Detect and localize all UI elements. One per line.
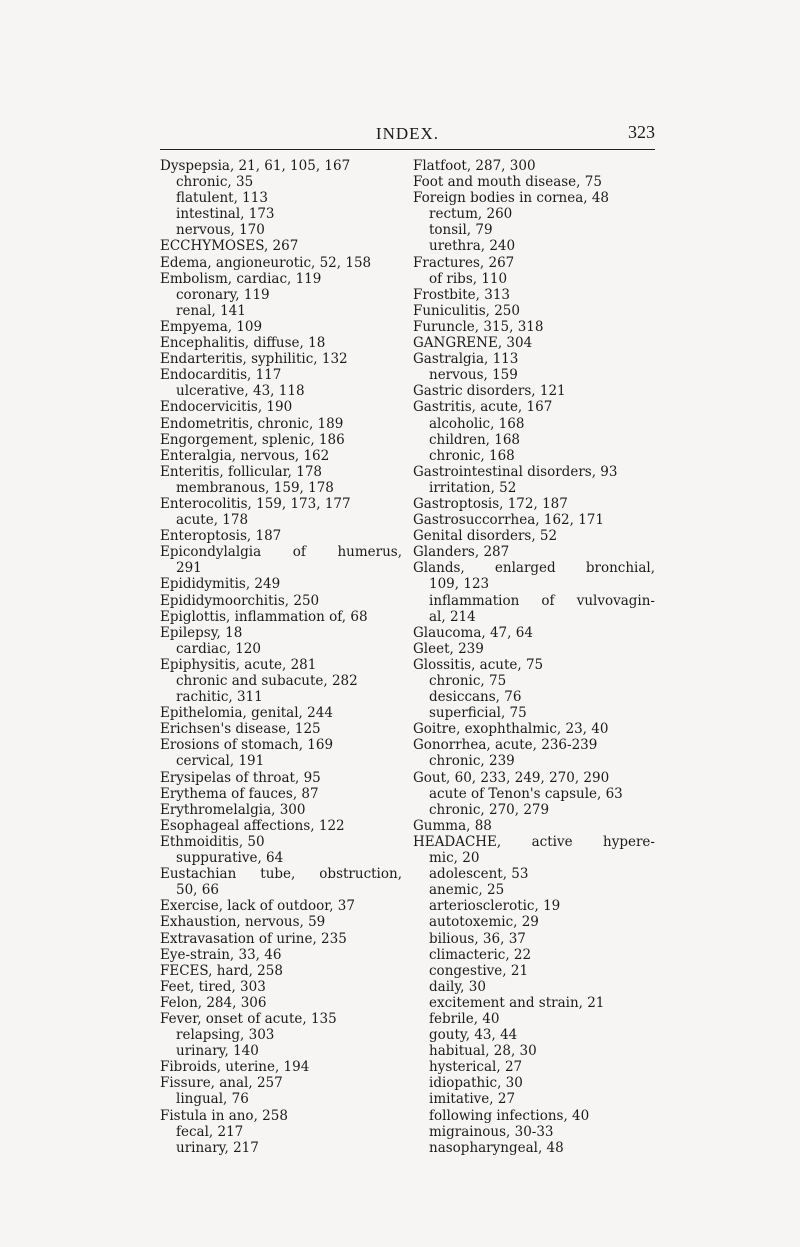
index-entry: Epididymitis, 249 bbox=[160, 576, 281, 593]
index-entry: Embolism, cardiac, 119 bbox=[160, 270, 322, 287]
index-subentry: arteriosclerotic, 19 bbox=[429, 898, 561, 915]
index-subentry: acute, 178 bbox=[176, 512, 249, 529]
index-subentry: chronic, 75 bbox=[429, 673, 507, 689]
index-subentry: hysterical, 27 bbox=[429, 1059, 523, 1076]
index-entry: Gastrosuccorrhea, 162, 171 bbox=[413, 512, 604, 529]
index-word: HEADACHE, bbox=[413, 833, 502, 850]
index-subentry: flatulent, 113 bbox=[176, 190, 268, 207]
index-entry: Encephalitis, diffuse, 18 bbox=[160, 335, 326, 352]
index-word: obstruction, bbox=[319, 866, 402, 883]
index-entry: Erysipelas of throat, 95 bbox=[160, 769, 321, 786]
index-subentry: children, 168 bbox=[429, 431, 521, 448]
index-entry: Endocervicitis, 190 bbox=[160, 399, 293, 416]
index-entry: Fistula in ano, 258 bbox=[160, 1107, 288, 1124]
index-subentry: following infections, 40 bbox=[429, 1107, 590, 1124]
index-entry: Fever, onset of acute, 135 bbox=[160, 1010, 337, 1027]
index-entry: Gastric disorders, 121 bbox=[413, 383, 566, 400]
index-entry: Erosions of stomach, 169 bbox=[160, 737, 334, 754]
index-subentry: climacteric, 22 bbox=[429, 946, 532, 963]
index-subentry: chronic and subacute, 282 bbox=[176, 673, 358, 689]
index-word: Epicondylalgia bbox=[160, 544, 262, 561]
index-entry: Endocarditis, 117 bbox=[160, 367, 282, 384]
index-entry: Epilepsy, 18 bbox=[160, 624, 243, 641]
index-subentry: cardiac, 120 bbox=[176, 640, 261, 657]
running-title: INDEX. bbox=[375, 124, 440, 143]
index-subentry: rachitic, 311 bbox=[176, 689, 263, 706]
index-subentry: nasopharyngeal, 48 bbox=[429, 1139, 564, 1156]
index-subentry: superficial, 75 bbox=[429, 705, 527, 722]
index-subentry: idiopathic, 30 bbox=[429, 1075, 523, 1092]
index-subentry: irritation, 52 bbox=[429, 479, 517, 496]
index-word: Glands, bbox=[413, 560, 465, 577]
index-subentry: rectum, 260 bbox=[429, 206, 513, 223]
index-entry: Funiculitis, 250 bbox=[413, 302, 520, 319]
index-subentry: cervical, 191 bbox=[176, 753, 265, 770]
index-entry: Gastroptosis, 172, 187 bbox=[413, 495, 568, 512]
index-word: of bbox=[292, 544, 306, 561]
index-entry bbox=[413, 834, 655, 850]
index-entry: Ethmoiditis, 50 bbox=[160, 833, 265, 850]
index-subentry: ulcerative, 43, 118 bbox=[176, 383, 305, 400]
index-entry: Gastritis, acute, 167 bbox=[413, 399, 553, 416]
index-subentry: suppurative, 64 bbox=[176, 850, 284, 867]
index-word: enlarged bbox=[494, 560, 556, 577]
index-entry: ECCHYMOSES, 267 bbox=[160, 238, 299, 255]
index-entry: Enterocolitis, 159, 173, 177 bbox=[160, 495, 351, 512]
index-entry: Glaucoma, 47, 64 bbox=[413, 624, 533, 641]
index-entry: Erythromelalgia, 300 bbox=[160, 801, 306, 818]
index-subentry: adolescent, 53 bbox=[429, 866, 529, 883]
index-entry: Gonorrhea, acute, 236-239 bbox=[413, 737, 598, 754]
index-subentry: habitual, 28, 30 bbox=[429, 1043, 537, 1060]
index-subentry: desiccans, 76 bbox=[429, 689, 522, 706]
index-subentry: gouty, 43, 44 bbox=[429, 1027, 518, 1044]
index-entry: Erichsen's disease, 125 bbox=[160, 721, 321, 738]
index-subentry: lingual, 76 bbox=[176, 1091, 249, 1108]
index-entry: Foot and mouth disease, 75 bbox=[413, 174, 602, 191]
index-entry: Epithelomia, genital, 244 bbox=[160, 705, 333, 722]
index-entry: Genital disorders, 52 bbox=[413, 528, 558, 545]
index-subentry: fecal, 217 bbox=[176, 1123, 244, 1140]
index-entry: FECES, hard, 258 bbox=[160, 962, 283, 979]
index-word: bronchial, bbox=[585, 560, 655, 577]
index-entry: Fibroids, uterine, 194 bbox=[160, 1059, 310, 1076]
index-entry: Fissure, anal, 257 bbox=[160, 1075, 283, 1092]
index-entry: Enteroptosis, 187 bbox=[160, 528, 282, 545]
index-entry: Eye-strain, 33, 46 bbox=[160, 946, 282, 963]
index-column-right bbox=[413, 158, 655, 1156]
index-entry: Furuncle, 315, 318 bbox=[413, 318, 544, 335]
index-subentry: febrile, 40 bbox=[429, 1010, 500, 1027]
index-entry: Enteritis, follicular, 178 bbox=[160, 463, 323, 480]
index-subentry: renal, 141 bbox=[176, 302, 246, 319]
index-entry: Gastrointestinal disorders, 93 bbox=[413, 463, 618, 480]
index-entry: Feet, tired, 303 bbox=[160, 978, 266, 995]
index-subentry: mic, 20 bbox=[429, 850, 480, 867]
index-word: inflammation bbox=[429, 592, 520, 609]
index-word: humerus, bbox=[337, 544, 402, 561]
index-subentry: nervous, 170 bbox=[176, 222, 265, 239]
index-subentry: daily, 30 bbox=[429, 978, 486, 995]
index-subentry: excitement and strain, 21 bbox=[429, 994, 605, 1011]
index-subentry: chronic, 239 bbox=[429, 753, 515, 770]
index-subentry: chronic, 168 bbox=[429, 447, 515, 464]
page-number: 323 bbox=[628, 122, 655, 142]
index-subentry: coronary, 119 bbox=[176, 286, 270, 303]
index-subentry: bilious, 36, 37 bbox=[429, 930, 526, 947]
index-subentry: acute of Tenon's capsule, 63 bbox=[429, 785, 623, 802]
index-entry: Exhaustion, nervous, 59 bbox=[160, 914, 326, 931]
index-entry: Erythema of fauces, 87 bbox=[160, 785, 319, 802]
index-word: active bbox=[531, 833, 573, 850]
index-entry: Flatfoot, 287, 300 bbox=[413, 158, 536, 174]
index-entry: Empyema, 109 bbox=[160, 318, 263, 335]
index-entry: Gastralgia, 113 bbox=[413, 351, 519, 368]
index-subentry: 50, 66 bbox=[176, 882, 219, 899]
index-entry: Frostbite, 313 bbox=[413, 286, 511, 303]
index-subentry: urinary, 217 bbox=[176, 1139, 259, 1156]
index-entry: Gleet, 239 bbox=[413, 640, 484, 657]
index-subentry: of ribs, 110 bbox=[429, 270, 508, 287]
index-entry bbox=[160, 866, 402, 882]
index-subentry: urinary, 140 bbox=[176, 1043, 259, 1060]
index-entry: Foreign bodies in cornea, 48 bbox=[413, 190, 610, 207]
index-word: Eustachian bbox=[160, 866, 237, 883]
index-subentry: anemic, 25 bbox=[429, 882, 505, 899]
index-subentry: congestive, 21 bbox=[429, 962, 529, 979]
index-entry: Felon, 284, 306 bbox=[160, 994, 267, 1011]
index-subentry: relapsing, 303 bbox=[176, 1027, 275, 1044]
index-entry: Exercise, lack of outdoor, 37 bbox=[160, 898, 355, 915]
index-entry: Gout, 60, 233, 249, 270, 290 bbox=[413, 769, 610, 786]
index-entry: Glossitis, acute, 75 bbox=[413, 656, 544, 673]
index-subentry: al, 214 bbox=[429, 608, 476, 625]
header-rule bbox=[160, 149, 655, 150]
index-entry: Engorgement, splenic, 186 bbox=[160, 431, 345, 448]
index-entry: Endometritis, chronic, 189 bbox=[160, 415, 344, 432]
index-entry: Dyspepsia, 21, 61, 105, 167 bbox=[160, 158, 351, 174]
index-entry: Enteralgia, nervous, 162 bbox=[160, 447, 330, 464]
index-word: of bbox=[541, 592, 555, 609]
index-subentry: intestinal, 173 bbox=[176, 206, 275, 223]
index-subentry: nervous, 159 bbox=[429, 367, 518, 384]
index-entry: Edema, angioneurotic, 52, 158 bbox=[160, 254, 372, 271]
index-subentry: autotoxemic, 29 bbox=[429, 914, 539, 931]
index-subentry: tonsil, 79 bbox=[429, 222, 493, 239]
index-subentry bbox=[413, 593, 655, 609]
index-subentry: membranous, 159, 178 bbox=[176, 479, 334, 496]
index-word: vulvovagin- bbox=[576, 592, 655, 609]
index-subentry: chronic, 270, 279 bbox=[429, 801, 550, 818]
index-subentry: 291 bbox=[176, 560, 202, 577]
index-subentry: 109, 123 bbox=[429, 576, 490, 593]
index-subentry: alcoholic, 168 bbox=[429, 415, 525, 432]
index-subentry: chronic, 35 bbox=[176, 174, 254, 191]
index-word: tube, bbox=[260, 866, 296, 883]
index-entry: Epididymoorchitis, 250 bbox=[160, 592, 320, 609]
index-entry: Fractures, 267 bbox=[413, 254, 515, 271]
index-word: hypere- bbox=[603, 833, 655, 850]
index-entry: Glanders, 287 bbox=[413, 544, 510, 561]
index-entry: Esophageal affections, 122 bbox=[160, 817, 345, 834]
index-entry: Goitre, exophthalmic, 23, 40 bbox=[413, 721, 609, 738]
index-entry bbox=[160, 544, 402, 560]
index-entry: Epiphysitis, acute, 281 bbox=[160, 656, 317, 673]
page-header bbox=[160, 124, 655, 148]
index-subentry: imitative, 27 bbox=[429, 1091, 516, 1108]
index-entry: GANGRENE, 304 bbox=[413, 335, 533, 352]
index-entry: Extravasation of urine, 235 bbox=[160, 930, 347, 947]
index-entry: Gumma, 88 bbox=[413, 817, 492, 834]
index-entry: Endarteritis, syphilitic, 132 bbox=[160, 351, 348, 368]
index-subentry: urethra, 240 bbox=[429, 238, 516, 255]
index-entry bbox=[413, 560, 655, 576]
index-column-left bbox=[160, 158, 402, 1156]
index-subentry: migrainous, 30-33 bbox=[429, 1123, 554, 1140]
index-entry: Epiglottis, inflammation of, 68 bbox=[160, 608, 368, 625]
